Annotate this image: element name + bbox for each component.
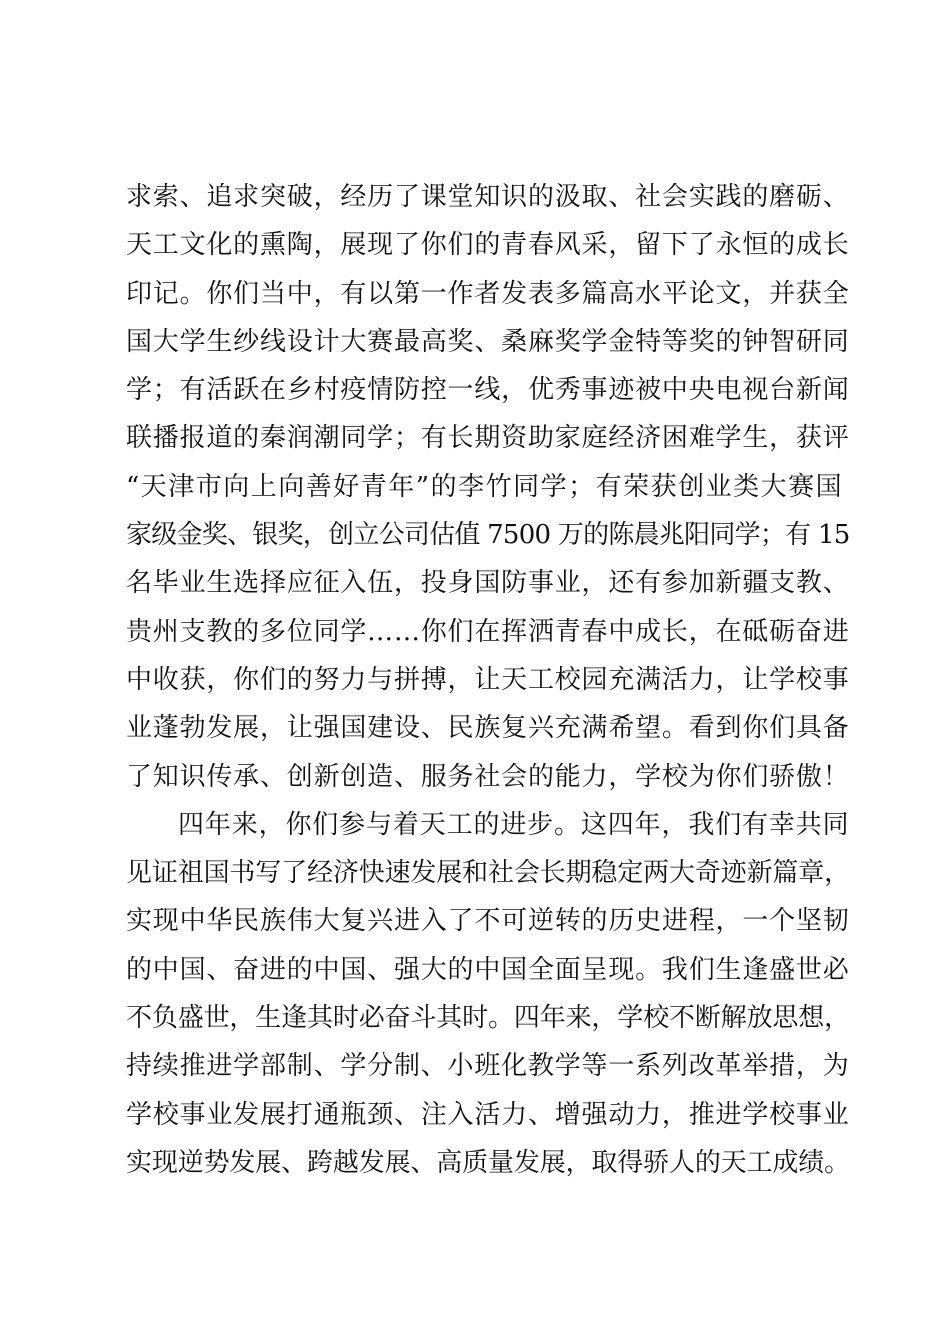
text-line: 不负盛世，生逢其时必奋斗其时。四年来，学校不断解放思想， [126,1003,851,1034]
text-line: 了知识传承、创新创造、服务社会的能力，学校为你们骄傲！ [126,761,850,792]
text-line: 联播报道的秦润潮同学；有长期资助家庭经济困难学生，获评 [126,423,850,454]
text-line: 见证祖国书写了经济快速发展和社会长期稳定两大奇迹新篇章， [126,858,851,889]
text-line: 业蓬勃发展，让强国建设、民族复兴充满希望。看到你们具备 [126,713,850,744]
text-line: 印记。你们当中，有以第一作者发表多篇高水平论文，并获全 [126,278,850,309]
paragraph-1 [126,173,850,801]
text-line: 学；有活跃在乡村疫情防控一线，优秀事迹被中央电视台新闻 [126,375,850,406]
text-line: 国大学生纱线设计大赛最高奖、桑麻奖学金特等奖的钟智研同 [126,326,850,357]
text-line: 的中国、奋进的中国、强大的中国全面呈现。我们生逢盛世必 [126,954,850,985]
text-line: 中收获，你们的努力与拼搏，让天工校园充满活力，让学校事 [126,664,850,695]
text-line: 求索、追求突破，经历了课堂知识的汲取、社会实践的磨砺、 [126,182,850,212]
text-line: 贵州支教的多位同学……你们在挥洒青春中成长，在砥砺奋进 [126,616,850,647]
text-line: 天工文化的熏陶，展现了你们的青春风采，留下了永恒的成长 [126,230,850,261]
text-line: 持续推进学部制、学分制、小班化教学等一系列改革举措，为 [126,1051,850,1082]
paragraph-2 [126,801,850,1187]
text-line: 家级金奖、银奖，创立公司估值 7500 万的陈晨兆阳同学；有 15 [126,520,850,551]
text-line: 名毕业生选择应征入伍，投身国防事业，还有参加新疆支教、 [126,568,850,599]
text-line: “天津市向上向善好青年”的李竹同学；有荣获创业类大赛国 [126,471,844,502]
body-text [126,173,850,1187]
text-line: 实现中华民族伟大复兴进入了不可逆转的历史进程，一个坚韧 [126,906,850,937]
text-line: 实现逆势发展、跨越发展、高质量发展，取得骄人的天工成绩。 [126,1147,851,1178]
text-line: 四年来，你们参与着天工的进步。这四年，我们有幸共同 [178,809,850,840]
text-line: 学校事业发展打通瓶颈、注入活力、增强动力，推进学校事业 [126,1099,850,1130]
